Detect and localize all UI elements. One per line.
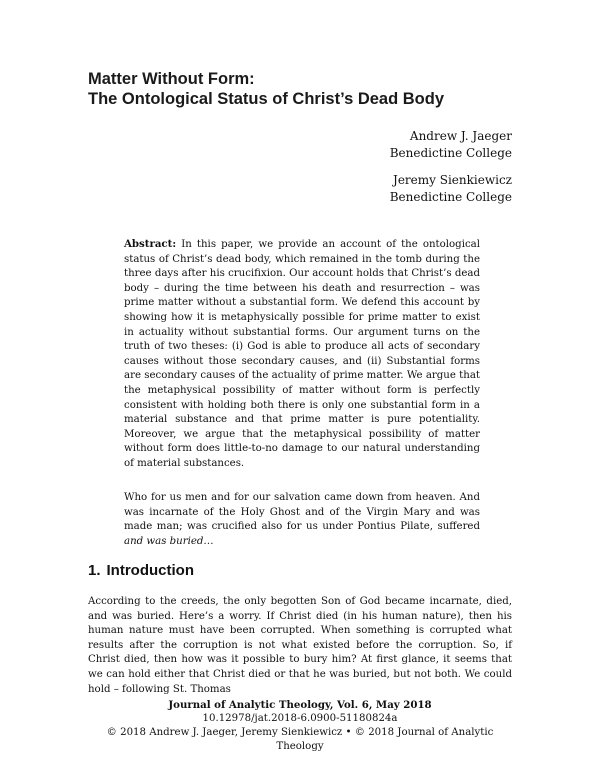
author-name: Andrew J. Jaeger: [409, 129, 512, 143]
epigraph: [124, 491, 480, 549]
author-affiliation: Benedictine College: [389, 190, 512, 204]
author-list: [390, 128, 512, 216]
section-title: Introduction: [106, 562, 194, 579]
doi: 10.12978/jat.2018-6.0900-51180824a: [202, 713, 398, 724]
page-footer: [88, 698, 512, 754]
author-1: [390, 128, 512, 162]
epigraph-text: Who for us men and for our salvation came down from heaven. And was incarnate of the Holy Ghost and of the Virgin Mary and was made man; was crucified also for us under Pontius Pilate, suffered: [124, 492, 480, 533]
abstract: [124, 237, 480, 472]
author-2: [390, 172, 512, 206]
author-affiliation: Benedictine College: [389, 146, 512, 160]
journal-citation: Journal of Analytic Theology, Vol. 6, May 2018: [168, 699, 432, 711]
title-line-1: Matter Without Form:: [88, 70, 255, 88]
abstract-text: In this paper, we provide an account of the ontological status of Christ’s dead body, which remained in the tomb during the three days after his crucifixion. Our account holds that Christ’s dead body – during the time between his death and resurrection – was prime matter without a substantial form. We defend this account by showing how it is metaphysically possible for prime matter to exist in actuality without substantial forms. Our argument turns on the truth of two theses: (i) God is able to produce all acts of secondary causes without those secondary causes, and (ii) Substantial forms are secondary causes of the actuality of prime matter. We argue that the metaphysical possibility of matter without form is perfectly consistent with holding both there is only one substantial form in a material substance and that prime matter is pure potentiality. Moreover, we argue that the metaphysical possibility of matter without form does little-to-no damage to our natural understanding of material substances.: [124, 239, 480, 469]
abstract-label: Abstract:: [124, 238, 177, 250]
introduction-paragraph: According to the creeds, the only begotten Son of God became incarnate, died, and was buried. Here’s a worry. If Christ died (in his human nature), then his human nature must have been corrupted. When something is corrupted what results after the corruption is not what existed before the corruption. So, if Christ died, then how was it possible to bury him? At first glance, it seems that we can hold either that Christ died or that he was buried, but not both. We could hold – following St. Thomas: [88, 596, 512, 695]
section-number: 1.: [88, 562, 101, 579]
title-line-2: The Ontological Status of Christ’s Dead Body: [88, 90, 445, 108]
paper-title: [88, 69, 528, 109]
copyright: © 2018 Andrew J. Jaeger, Jeremy Sienkiewicz • © 2018 Journal of Analytic Theology: [106, 727, 494, 752]
section-heading: [88, 562, 200, 579]
epigraph-italic: and was buried…: [124, 535, 214, 547]
author-name: Jeremy Sienkiewicz: [393, 173, 512, 187]
